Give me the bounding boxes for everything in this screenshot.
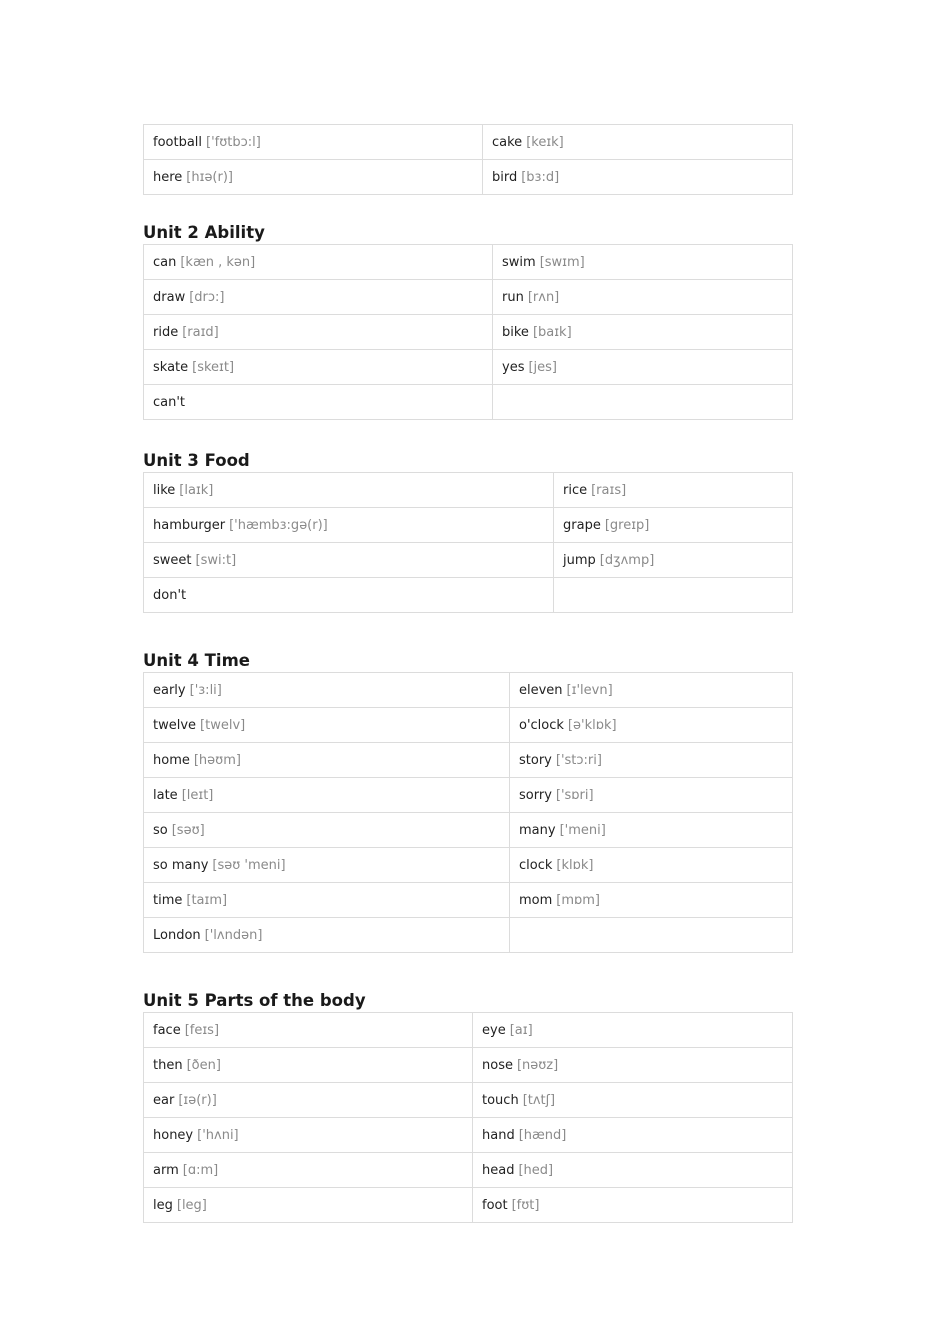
- vocab-word: jump: [563, 552, 596, 568]
- vocab-phonetic: [raɪd]: [182, 324, 219, 340]
- vocab-cell: [144, 1048, 473, 1083]
- vocab-phonetic: ['meni]: [559, 822, 606, 838]
- vocab-phonetic: [bɜ:d]: [521, 169, 560, 185]
- vocab-phonetic: [swi:t]: [195, 552, 237, 568]
- vocab-phonetic: [ðen]: [186, 1057, 221, 1073]
- vocab-table-unit-4: [143, 672, 793, 953]
- vocab-cell: [473, 1118, 793, 1153]
- vocab-phonetic: ['sɒri]: [555, 787, 594, 803]
- vocab-word: so: [153, 822, 168, 838]
- vocab-phonetic: [ɑ:m]: [182, 1162, 219, 1178]
- vocab-word: cake: [492, 134, 523, 150]
- vocab-cell: [144, 813, 510, 848]
- table-row: [144, 673, 793, 708]
- vocab-phonetic: [rʌn]: [527, 289, 560, 305]
- vocab-word: early: [153, 682, 186, 698]
- vocab-cell: [144, 473, 554, 508]
- vocab-cell: [554, 543, 793, 578]
- table-row: [144, 578, 793, 613]
- table-row: [144, 1048, 793, 1083]
- vocab-cell: [493, 315, 793, 350]
- vocab-word: touch: [482, 1092, 519, 1108]
- vocab-phonetic: [tʌtʃ]: [522, 1092, 556, 1108]
- table-row: [144, 1013, 793, 1048]
- vocab-cell: [144, 578, 554, 613]
- vocab-cell: [144, 743, 510, 778]
- vocab-phonetic: [fʊt]: [511, 1197, 540, 1213]
- vocab-word: foot: [482, 1197, 508, 1213]
- vocab-cell: [510, 918, 793, 953]
- vocab-word: ride: [153, 324, 179, 340]
- vocab-word: bird: [492, 169, 518, 185]
- unit-4-title: Unit 4 Time: [143, 651, 250, 670]
- vocab-phonetic: [aɪ]: [509, 1022, 533, 1038]
- vocab-cell: [493, 350, 793, 385]
- vocab-cell: [144, 778, 510, 813]
- vocab-phonetic: [leɪt]: [181, 787, 214, 803]
- vocab-phonetic: [twelv]: [200, 717, 246, 733]
- vocab-cell: [510, 848, 793, 883]
- vocab-phonetic: [feɪs]: [184, 1022, 220, 1038]
- vocab-phonetic: [həʊm]: [193, 752, 241, 768]
- vocab-phonetic: [greɪp]: [604, 517, 650, 533]
- vocab-word: story: [519, 752, 552, 768]
- vocab-word: hand: [482, 1127, 515, 1143]
- vocab-cell: [144, 708, 510, 743]
- vocab-phonetic: [leg]: [176, 1197, 207, 1213]
- vocab-word: face: [153, 1022, 181, 1038]
- table-row: [144, 883, 793, 918]
- vocab-word: so many: [153, 857, 209, 873]
- vocab-cell: [144, 1083, 473, 1118]
- vocab-phonetic: [hed]: [518, 1162, 554, 1178]
- vocab-cell: [510, 708, 793, 743]
- vocab-word: honey: [153, 1127, 194, 1143]
- vocab-phonetic: [hænd]: [518, 1127, 567, 1143]
- vocab-table-unit-5: [143, 1012, 793, 1223]
- vocab-word: can: [153, 254, 177, 270]
- vocab-word: hamburger: [153, 517, 226, 533]
- vocab-cell: [510, 743, 793, 778]
- vocab-word: swim: [502, 254, 536, 270]
- vocab-word: grape: [563, 517, 601, 533]
- table-row: [144, 918, 793, 953]
- vocab-cell: [144, 385, 493, 420]
- vocab-phonetic: [hɪə(r)]: [186, 169, 233, 185]
- vocab-phonetic: [baɪk]: [532, 324, 572, 340]
- vocab-phonetic: [swɪm]: [539, 254, 585, 270]
- vocab-cell: [144, 160, 483, 195]
- vocab-word: don't: [153, 587, 187, 603]
- vocab-cell: [483, 125, 793, 160]
- table-row: [144, 1083, 793, 1118]
- table-row: [144, 350, 793, 385]
- unit-5-title: Unit 5 Parts of the body: [143, 991, 366, 1010]
- vocab-word: eleven: [519, 682, 563, 698]
- table-row: [144, 385, 793, 420]
- vocab-word: late: [153, 787, 178, 803]
- vocab-cell: [144, 848, 510, 883]
- vocab-cell: [510, 673, 793, 708]
- vocab-phonetic: ['ɜ:li]: [189, 682, 222, 698]
- vocab-word: ear: [153, 1092, 175, 1108]
- unit-3-title: Unit 3 Food: [143, 451, 250, 470]
- vocab-word: London: [153, 927, 201, 943]
- vocab-phonetic: ['stɔ:ri]: [555, 752, 602, 768]
- vocab-phonetic: ['hʌni]: [197, 1127, 239, 1143]
- vocab-word: eye: [482, 1022, 506, 1038]
- vocab-phonetic: ['lʌndən]: [204, 927, 263, 943]
- vocab-cell: [554, 578, 793, 613]
- vocab-word: twelve: [153, 717, 197, 733]
- table-row: [144, 778, 793, 813]
- vocab-word: run: [502, 289, 524, 305]
- vocab-word: skate: [153, 359, 189, 375]
- vocab-cell: [493, 245, 793, 280]
- vocab-phonetic: [raɪs]: [591, 482, 627, 498]
- vocab-word: o'clock: [519, 717, 564, 733]
- vocab-word: here: [153, 169, 183, 185]
- vocab-table-unit-3: [143, 472, 793, 613]
- table-row: [144, 280, 793, 315]
- vocab-word: rice: [563, 482, 588, 498]
- vocab-phonetic: [mɒm]: [556, 892, 601, 908]
- table-row: [144, 848, 793, 883]
- unit-2-title: Unit 2 Ability: [143, 223, 265, 242]
- vocab-phonetic: [ə'klɒk]: [567, 717, 617, 733]
- vocab-cell: [510, 813, 793, 848]
- table-row: [144, 1188, 793, 1223]
- vocab-cell: [144, 673, 510, 708]
- table-row: [144, 708, 793, 743]
- vocab-word: sorry: [519, 787, 552, 803]
- vocab-phonetic: [nəʊz]: [516, 1057, 559, 1073]
- vocab-word: sweet: [153, 552, 192, 568]
- vocab-cell: [483, 160, 793, 195]
- vocab-cell: [473, 1188, 793, 1223]
- vocab-phonetic: [skeɪt]: [192, 359, 235, 375]
- vocab-word: mom: [519, 892, 553, 908]
- vocabulary-page: [143, 124, 792, 1223]
- table-row: [144, 813, 793, 848]
- vocab-cell: [144, 1013, 473, 1048]
- vocab-table-unit-2: [143, 244, 793, 420]
- vocab-word: yes: [502, 359, 525, 375]
- vocab-cell: [144, 918, 510, 953]
- vocab-phonetic: [kæn , kən]: [180, 254, 256, 270]
- vocab-cell: [144, 280, 493, 315]
- vocab-word: arm: [153, 1162, 179, 1178]
- table-row: [144, 125, 793, 160]
- vocab-cell: [510, 883, 793, 918]
- vocab-phonetic: [jes]: [528, 359, 557, 375]
- vocab-cell: [144, 350, 493, 385]
- vocab-phonetic: [keɪk]: [526, 134, 564, 150]
- vocab-phonetic: [ɪ'levn]: [566, 682, 613, 698]
- vocab-cell: [473, 1048, 793, 1083]
- vocab-cell: [144, 125, 483, 160]
- vocab-word: home: [153, 752, 190, 768]
- vocab-cell: [144, 508, 554, 543]
- vocab-table-top: [143, 124, 793, 195]
- vocab-phonetic: [drɔ:]: [189, 289, 225, 305]
- vocab-word: can't: [153, 394, 186, 410]
- vocab-cell: [144, 315, 493, 350]
- vocab-word: nose: [482, 1057, 513, 1073]
- vocab-word: time: [153, 892, 183, 908]
- vocab-phonetic: [səʊ]: [171, 822, 205, 838]
- vocab-cell: [144, 245, 493, 280]
- table-row: [144, 543, 793, 578]
- vocab-phonetic: [laɪk]: [179, 482, 214, 498]
- table-row: [144, 1153, 793, 1188]
- vocab-word: leg: [153, 1197, 173, 1213]
- vocab-cell: [473, 1153, 793, 1188]
- vocab-phonetic: [taɪm]: [186, 892, 228, 908]
- table-row: [144, 743, 793, 778]
- vocab-phonetic: [klɒk]: [556, 857, 594, 873]
- vocab-word: many: [519, 822, 556, 838]
- vocab-cell: [473, 1013, 793, 1048]
- vocab-cell: [554, 508, 793, 543]
- vocab-cell: [144, 543, 554, 578]
- vocab-cell: [144, 1153, 473, 1188]
- vocab-word: clock: [519, 857, 553, 873]
- vocab-word: then: [153, 1057, 183, 1073]
- vocab-cell: [144, 1188, 473, 1223]
- vocab-phonetic: [səʊ 'meni]: [212, 857, 286, 873]
- vocab-phonetic: [dʒʌmp]: [599, 552, 655, 568]
- vocab-cell: [144, 883, 510, 918]
- table-row: [144, 315, 793, 350]
- vocab-word: like: [153, 482, 176, 498]
- vocab-word: football: [153, 134, 203, 150]
- vocab-cell: [493, 280, 793, 315]
- table-row: [144, 508, 793, 543]
- vocab-phonetic: [ɪə(r)]: [178, 1092, 217, 1108]
- vocab-cell: [510, 778, 793, 813]
- vocab-cell: [144, 1118, 473, 1153]
- table-row: [144, 245, 793, 280]
- vocab-word: bike: [502, 324, 529, 340]
- vocab-word: draw: [153, 289, 186, 305]
- table-row: [144, 473, 793, 508]
- table-row: [144, 1118, 793, 1153]
- vocab-phonetic: ['hæmbɜ:gə(r)]: [229, 517, 328, 533]
- vocab-cell: [473, 1083, 793, 1118]
- vocab-word: head: [482, 1162, 515, 1178]
- vocab-cell: [554, 473, 793, 508]
- table-row: [144, 160, 793, 195]
- vocab-cell: [493, 385, 793, 420]
- vocab-phonetic: ['fʊtbɔ:l]: [206, 134, 261, 150]
